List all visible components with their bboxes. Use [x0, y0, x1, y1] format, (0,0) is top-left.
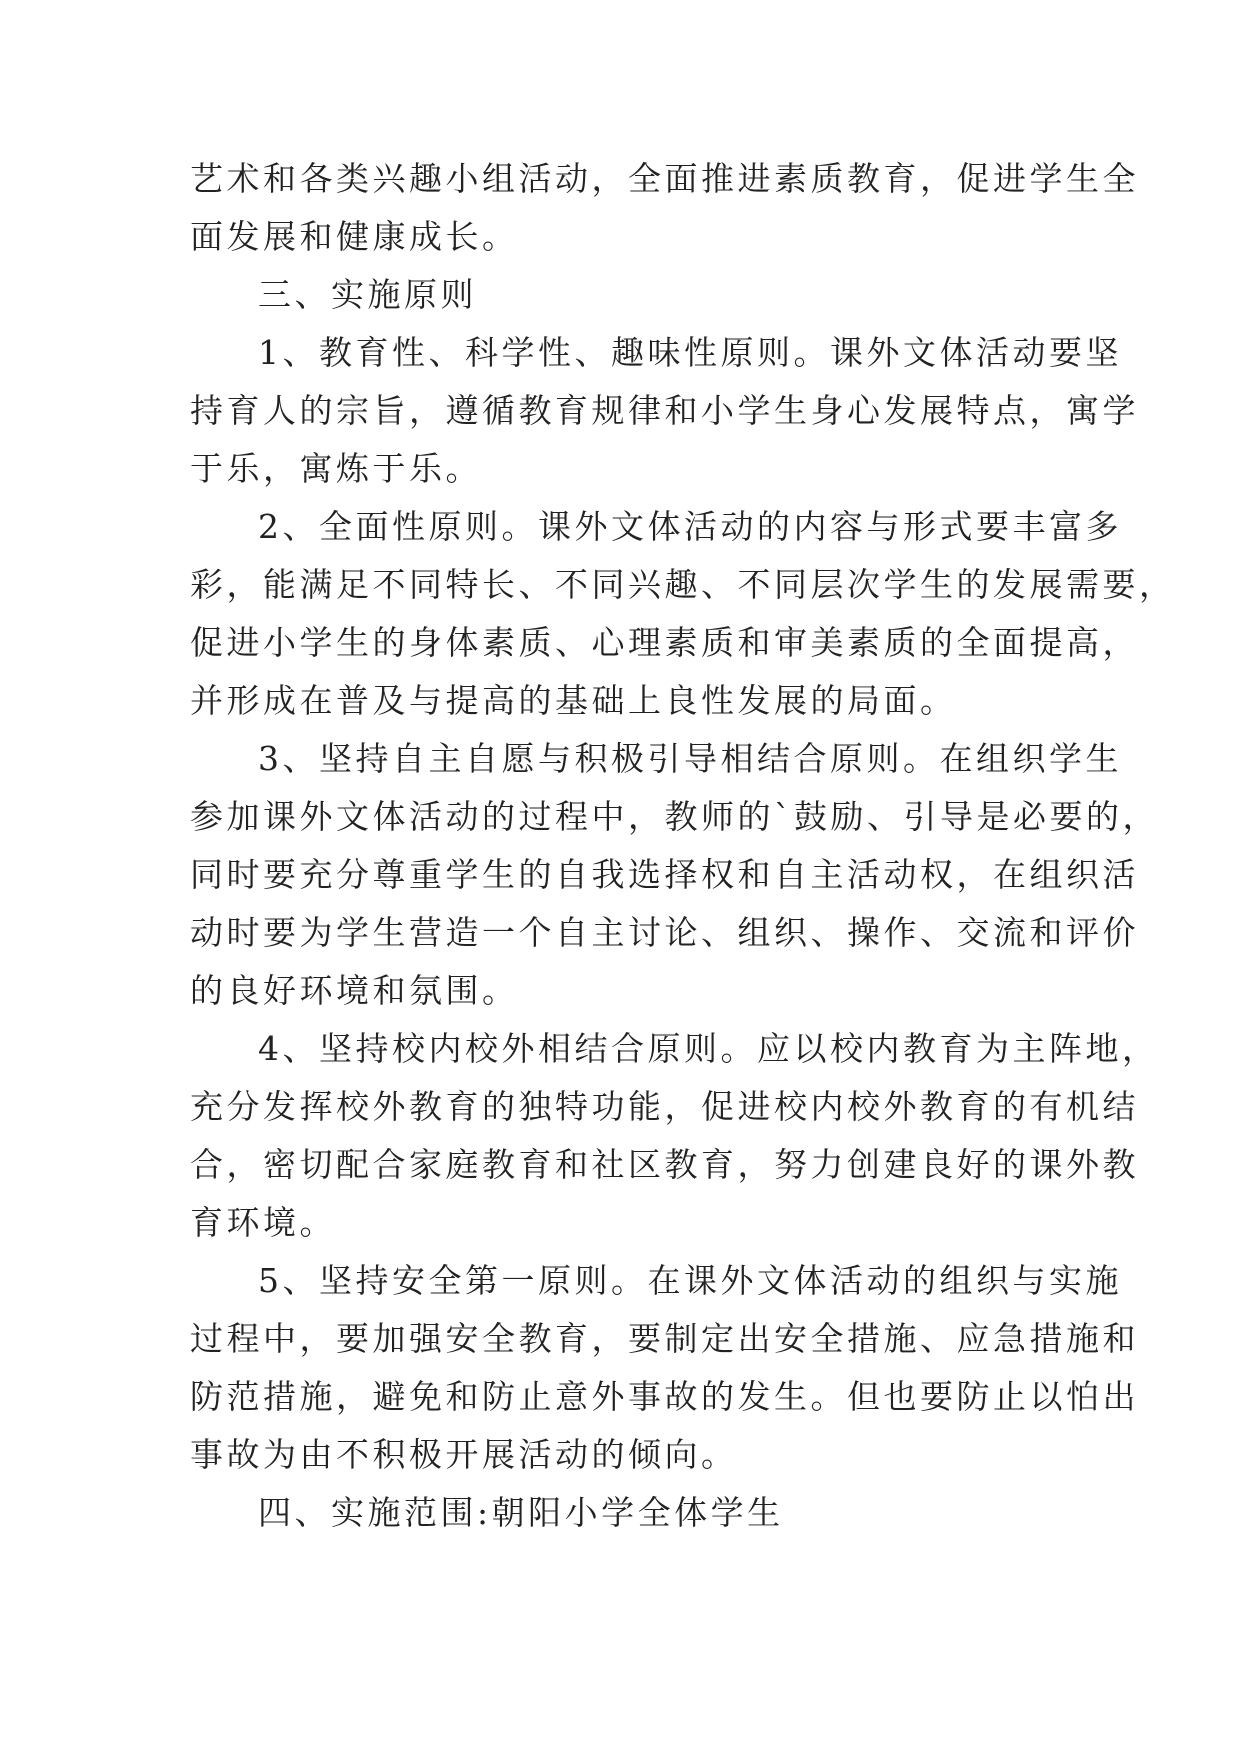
text-line: 同时要充分尊重学生的自我选择权和自主活动权，在组织活	[190, 855, 1139, 894]
text-line: 彩，能满足不同特长、不同兴趣、不同层次学生的发展需要，	[190, 565, 1176, 604]
section-heading: 三、实施原则	[258, 275, 477, 314]
text-line: 持育人的宗旨，遵循教育规律和小学生身心发展特点，寓学	[190, 391, 1139, 430]
text-line: 动时要为学生营造一个自主讨论、组织、操作、交流和评价	[190, 913, 1139, 952]
text-line: 过程中，要加强安全教育，要制定出安全措施、应急措施和	[190, 1319, 1139, 1358]
text-line: 2、全面性原则。课外文体活动的内容与形式要丰富多	[258, 507, 1122, 546]
text-line: 艺术和各类兴趣小组活动，全面推进素质教育，促进学生全	[190, 159, 1139, 198]
text-line: 4、坚持校内校外相结合原则。应以校内教育为主阵地，	[258, 1029, 1159, 1068]
text-line: 促进小学生的身体素质、心理素质和审美素质的全面提高，	[190, 623, 1139, 662]
section-heading: 四、实施范围:朝阳小学全体学生	[258, 1493, 784, 1532]
text-line: 事故为由不积极开展活动的倾向。	[190, 1435, 738, 1474]
text-line: 面发展和健康成长。	[190, 217, 519, 256]
text-line: 于乐，寓炼于乐。	[190, 449, 482, 488]
text-line: 防范措施，避免和防止意外事故的发生。但也要防止以怕出	[190, 1377, 1139, 1416]
text-line: 参加课外文体活动的过程中，教师的`鼓励、引导是必要的，	[190, 797, 1159, 836]
text-line: 合，密切配合家庭教育和社区教育，努力创建良好的课外教	[190, 1145, 1139, 1184]
text-line: 并形成在普及与提高的基础上良性发展的局面。	[190, 681, 957, 720]
text-line: 3、坚持自主自愿与积极引导相结合原则。在组织学生	[258, 739, 1122, 778]
document-body	[190, 150, 1176, 1542]
text-line: 的良好环境和氛围。	[190, 971, 519, 1010]
text-line: 5、坚持安全第一原则。在课外文体活动的组织与实施	[258, 1261, 1122, 1300]
text-line: 育环境。	[190, 1203, 336, 1242]
text-line: 1、教育性、科学性、趣味性原则。课外文体活动要坚	[258, 333, 1122, 372]
text-line: 充分发挥校外教育的独特功能，促进校内校外教育的有机结	[190, 1087, 1139, 1126]
